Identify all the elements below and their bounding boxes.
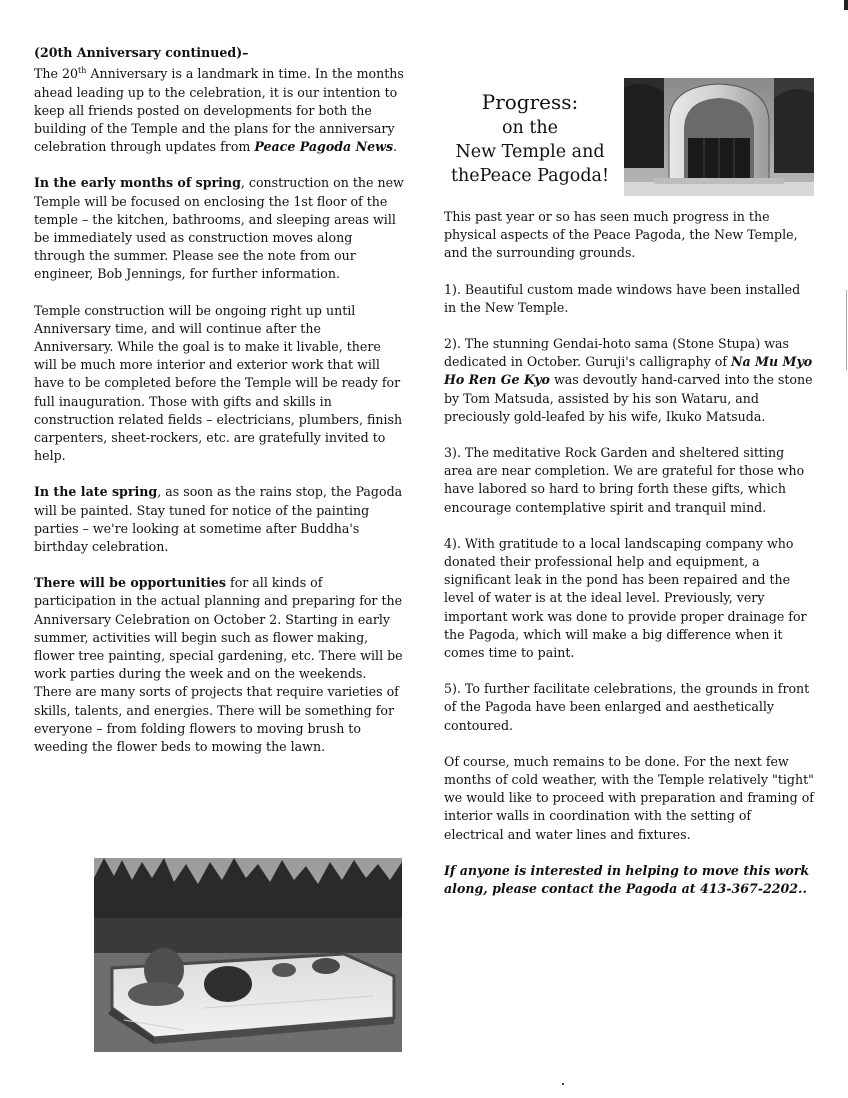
anniversary-text-c: . bbox=[393, 139, 398, 155]
title-line-progress: Progress: bbox=[481, 90, 579, 114]
construction-paragraph: Temple construction will be ongoing right up until Anniversary time, and will continue after the Anniversary. While the goal is to make it livable, there will be much more interior and exterior work that will have to be completed before the Temple will be ready for full inauguration. Those with gifts and skills in construction related fields – electricians, plumbers, finish carpenters, sheet-rockers, etc. are gratefully invited to help. bbox=[34, 302, 403, 464]
newsletter-name: Peace Pagoda News bbox=[254, 139, 394, 155]
spring-paragraph bbox=[34, 174, 404, 283]
title-line-peace-pagoda: thePeace Pagoda! bbox=[451, 166, 609, 186]
temple-photo bbox=[624, 78, 814, 196]
mantra-text: Na Mu Myo Ho Ren Ge Kyo bbox=[444, 354, 813, 388]
progress-item-stupa bbox=[444, 335, 814, 426]
scan-speck bbox=[562, 1083, 564, 1085]
contact-closing: If anyone is interested in helping to move this work along, please contact the Pagoda at 413-367-2202.. bbox=[444, 862, 810, 897]
opportunities-text: for all kinds of participation in the actual planning and preparing for the Anniversary Celebration on October 2. Starting in early summer, activities will begin such as flower making, flower tree painting, special gardening, etc. There will be work parties during the week and on the weekends. There are many sorts of projects that require varieties of skills, talents, and energies. There will be something for everyone – from folding flowers to moving brush to weeding the flower beds to mowing the lawn. bbox=[34, 575, 403, 755]
scan-edge-mark bbox=[844, 0, 848, 10]
anniversary-text-a: The 20 bbox=[34, 66, 78, 82]
late-spring-lead: In the late spring bbox=[34, 484, 158, 500]
title-line-on-the: on the bbox=[501, 118, 559, 138]
rock-garden-photo bbox=[94, 858, 402, 1052]
rock-garden-photo-art bbox=[94, 858, 402, 1052]
stupa-text-b: was devoutly hand-carved into the stone by Tom Matsuda, assisted by his son Wataru, and preciously gold-leafed by his wife, Ikuko Matsuda. bbox=[444, 372, 813, 424]
late-spring-text: , as soon as the rains stop, the Pagoda will be painted. Stay tuned for notice of the painting parties – we're looking at sometime after Buddha's birthday celebration. bbox=[34, 484, 403, 555]
ordinal-suffix: th bbox=[78, 66, 87, 76]
progress-title bbox=[442, 88, 618, 188]
anniversary-paragraph bbox=[34, 62, 404, 156]
progress-intro: This past year or so has seen much progress in the physical aspects of the Peace Pagoda, the New Temple, and the surrounding grounds. bbox=[444, 209, 798, 261]
progress-item-pond: 4). With gratitude to a local landscaping company who donated their professional help and equipment, a significant leak in the pond has been repaired and the level of water is at the ideal level. Previously, very important work was done to provide proper drainage for the Pagoda, which will make a big difference when it comes time to paint. bbox=[444, 535, 807, 661]
late-spring-paragraph bbox=[34, 483, 404, 556]
anniversary-text-b: Anniversary is a landmark in time. In the months ahead leading up to the celebration, it is our intention to keep all friends posted on developments for both the building of the Temple and the plans for the anniversary celebration through updates from bbox=[34, 66, 404, 155]
scan-edge-line bbox=[846, 290, 847, 370]
progress-item-windows: 1). Beautiful custom made windows have been installed in the New Temple. bbox=[444, 281, 801, 315]
opportunities-lead: There will be opportunities bbox=[34, 575, 227, 591]
right-column bbox=[444, 208, 814, 916]
progress-outro: Of course, much remains to be done. For the next few months of cold weather, with the Temple relatively "tight" we would like to proceed with preparation and framing of interior walls in coordination with the setting of electrical and water lines and fixtures. bbox=[444, 753, 814, 842]
spring-lead: In the early months of spring bbox=[34, 175, 241, 191]
temple-photo-art bbox=[624, 78, 814, 196]
stupa-text-a: 2). The stunning Gendai-hoto sama (Stone Stupa) was dedicated in October. Guruji's calligraphy of bbox=[444, 336, 789, 370]
continued-heading: (20th Anniversary continued)– bbox=[34, 45, 249, 60]
spring-text: , construction on the new Temple will be focused on enclosing the 1st floor of the temple – the kitchen, bathrooms, and sleeping areas will be immediately used as construction moves along through the summer. Please see the note from our engineer, Bob Jennings, for further information. bbox=[34, 175, 404, 282]
left-column bbox=[34, 44, 404, 774]
progress-item-grounds: 5). To further facilitate celebrations, the grounds in front of the Pagoda have been enlarged and aesthetically contoured. bbox=[444, 681, 810, 733]
opportunities-paragraph bbox=[34, 574, 404, 756]
title-line-new-temple: New Temple and bbox=[455, 142, 605, 162]
progress-item-rock-garden: 3). The meditative Rock Garden and sheltered sitting area are near completion. We are grateful for those who have labored so hard to bring forth these gifts, which encourage contemplative spirit and tranquil mind. bbox=[444, 445, 805, 515]
